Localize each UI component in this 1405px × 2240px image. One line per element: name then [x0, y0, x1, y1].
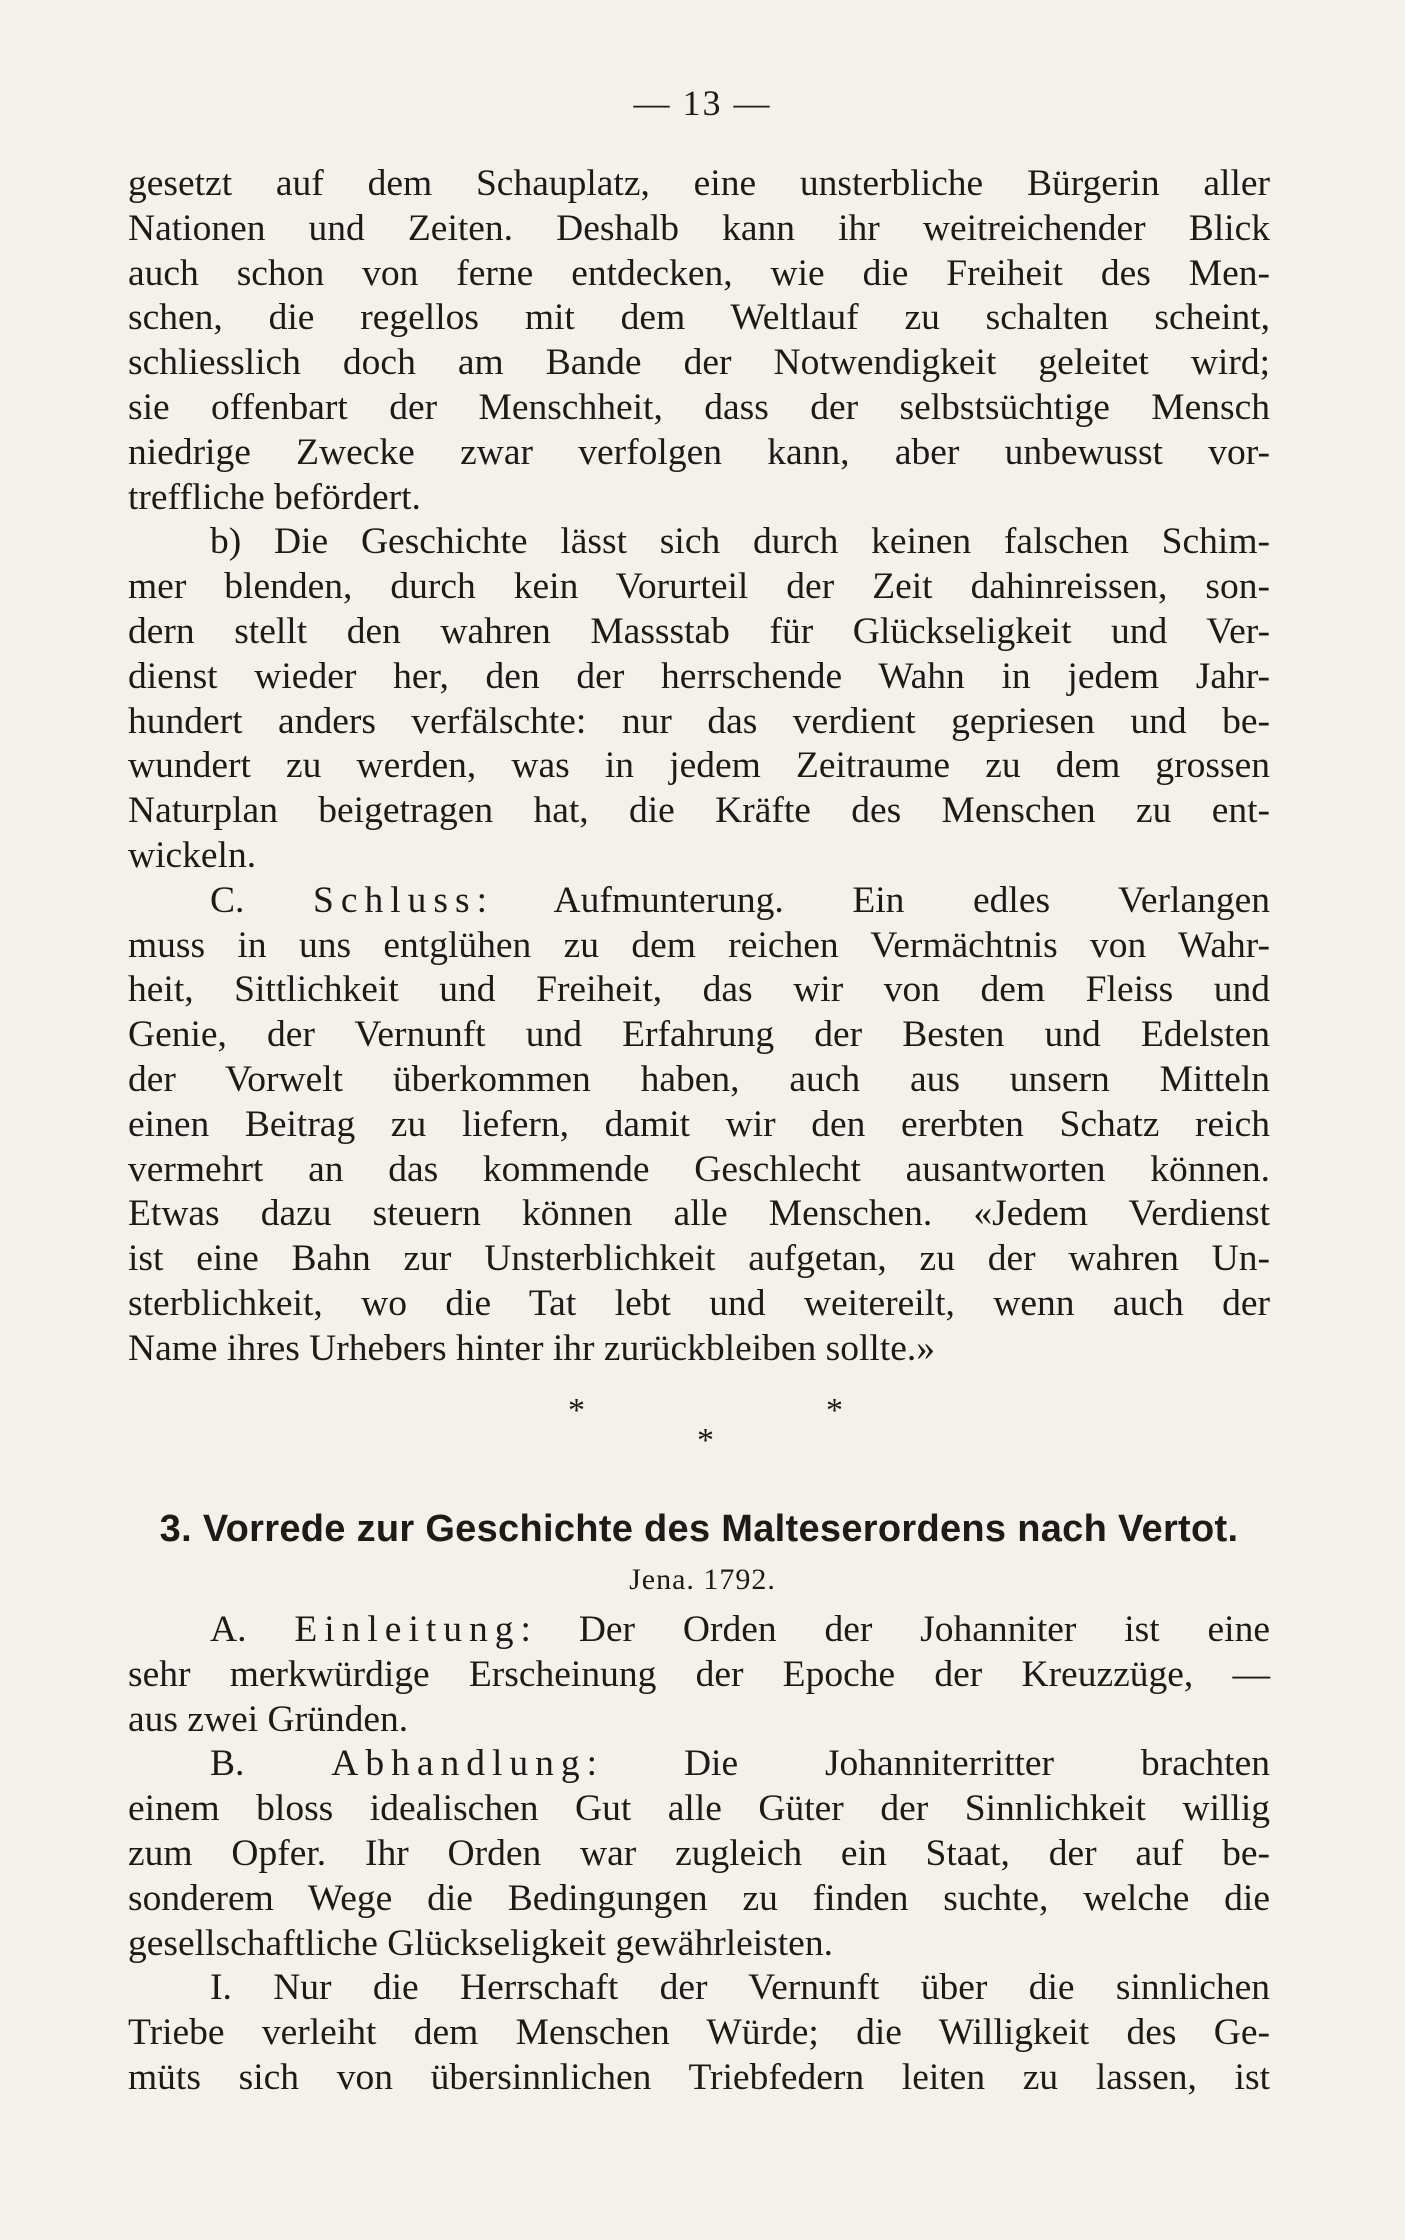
text-line: heit, Sittlichkeit und Freiheit, das wir von dem Fleiss und	[128, 969, 1270, 1011]
text-line: schen, die regellos mit dem Weltlauf zu schalten scheint,	[128, 297, 1270, 339]
text-line: Etwas dazu steuern können alle Menschen. «Jedem Verdienst	[128, 1193, 1270, 1235]
text-line: I. Nur die Herrschaft der Vernunft über die sinnlichen	[210, 1967, 1270, 2009]
text-line: aus zwei Gründen.	[128, 1698, 409, 1740]
section-heading: 3. Vorrede zur Geschichte des Malteserordens nach Vertot.	[159, 1508, 1239, 1550]
text-line: hundert anders verfälschte: nur das verdient gepriesen und be-	[128, 700, 1270, 742]
divider-star: *	[697, 1422, 714, 1459]
divider-star: *	[568, 1392, 585, 1429]
page-number: — 13 —	[633, 83, 772, 123]
text-line: dienst wieder her, den der herrschende Wahn in jedem Jahr-	[128, 655, 1270, 697]
schluss-line: C. Schluss: Aufmunterung. Ein edles Verlangen	[210, 879, 1270, 921]
divider-star: *	[826, 1392, 843, 1429]
abhandlung-line: B. Abhandlung: Die Johanniterritter brachten	[210, 1743, 1270, 1785]
text-line: gesellschaftliche Glückseligkeit gewährleisten.	[128, 1922, 833, 1964]
abhandlung-label: Abhandlung	[331, 1743, 587, 1785]
text-line: Name ihres Urhebers hinter ihr zurückbleiben sollte.»	[128, 1327, 936, 1369]
text-line: der Vorwelt überkommen haben, auch aus unsern Mitteln	[128, 1058, 1270, 1100]
text-line: ist eine Bahn zur Unsterblichkeit aufgetan, zu der wahren Un-	[128, 1238, 1270, 1280]
text-line: b) Die Geschichte lässt sich durch keinen falschen Schim-	[210, 521, 1270, 563]
text-line: wundert zu werden, was in jedem Zeitraume zu dem grossen	[128, 745, 1270, 787]
text-line: Genie, der Vernunft und Erfahrung der Besten und Edelsten	[128, 1014, 1270, 1056]
text-line: einen Beitrag zu liefern, damit wir den ererbten Schatz reich	[128, 1103, 1270, 1145]
text-line: mer blenden, durch kein Vorurteil der Zeit dahinreissen, son-	[128, 566, 1270, 608]
einleitung-label: Einleitung	[294, 1609, 521, 1650]
text-line: vermehrt an das kommende Geschlecht ausantworten können.	[128, 1148, 1270, 1190]
text-line: sonderem Wege die Bedingungen zu finden suchte, welche die	[128, 1877, 1270, 1919]
text-line: treffliche befördert.	[128, 476, 421, 518]
text-line: Naturplan beigetragen hat, die Kräfte des Menschen zu ent-	[128, 790, 1270, 832]
text-line: Nationen und Zeiten. Deshalb kann ihr weitreichender Blick	[128, 207, 1270, 249]
text-line: Triebe verleiht dem Menschen Würde; die Willigkeit des Ge-	[128, 2012, 1270, 2054]
text-line: sie offenbart der Menschheit, dass der selbstsüchtige Mensch	[128, 386, 1270, 428]
einleitung-line: A. Einleitung: Der Orden der Johanniter ist eine	[210, 1609, 1270, 1650]
text-line: einem bloss idealischen Gut alle Güter der Sinnlichkeit willig	[128, 1788, 1270, 1830]
schluss-label: Schluss	[313, 879, 477, 921]
text-line: dern stellt den wahren Massstab für Glückseligkeit und Ver-	[128, 610, 1270, 652]
text-line: niedrige Zwecke zwar verfolgen kann, aber unbewusst vor-	[128, 431, 1270, 473]
text-line: muss in uns entglühen zu dem reichen Vermächtnis von Wahr-	[128, 924, 1270, 966]
paragraph-block-1	[128, 162, 1270, 1372]
section-divider-stars	[0, 1392, 1405, 1462]
text-line: gesetzt auf dem Schauplatz, eine unsterbliche Bürgerin aller	[128, 163, 1270, 204]
text-line: sehr merkwürdige Erscheinung der Epoche der Kreuzzüge, —	[128, 1653, 1270, 1695]
text-line: sterblichkeit, wo die Tat lebt und weitereilt, wenn auch der	[128, 1282, 1270, 1324]
text-line: müts sich von übersinnlichen Triebfedern leiten zu lassen, ist	[128, 2056, 1270, 2098]
text-line: zum Opfer. Ihr Orden war zugleich ein Staat, der auf be-	[128, 1832, 1270, 1874]
section-subheading: Jena. 1792.	[629, 1563, 776, 1596]
text-line: schliesslich doch am Bande der Notwendigkeit geleitet wird;	[128, 342, 1270, 384]
text-line: auch schon von ferne entdecken, wie die Freiheit des Men-	[128, 252, 1270, 294]
paragraph-block-2	[128, 1608, 1270, 2101]
text-line: wickeln.	[128, 834, 257, 876]
